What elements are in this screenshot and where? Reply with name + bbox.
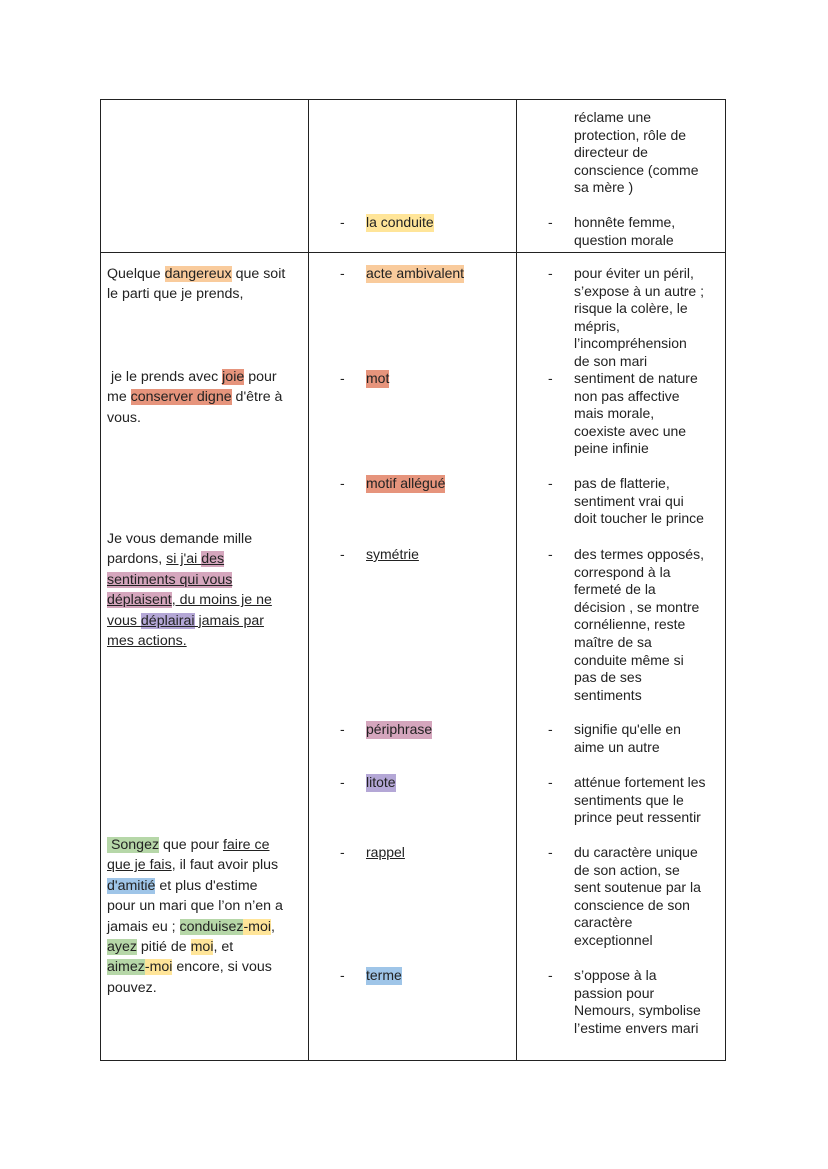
- text-line: jamais eu ; conduisez-moi,: [107, 918, 275, 935]
- bullet-dash: -: [340, 844, 345, 860]
- text-line: [107, 549, 272, 569]
- text-run: pardons,: [107, 551, 167, 568]
- interpretation-note: [574, 844, 724, 950]
- bullet-dash: -: [340, 967, 345, 983]
- note-line: coexiste avec une: [574, 422, 687, 439]
- note-line: l’incompréhension: [574, 335, 687, 352]
- text-line: [107, 590, 272, 610]
- note-line: réclame une: [574, 109, 652, 125]
- highlight-conduisez: conduisez: [179, 918, 244, 935]
- note-line: maître de sa: [574, 633, 652, 650]
- underlined-text: vous: [107, 612, 141, 629]
- text-line: [107, 570, 272, 590]
- figure-acte-ambivalent: acte ambivalent: [366, 265, 465, 281]
- row-divider: [100, 252, 726, 253]
- bullet-dash: -: [548, 475, 553, 491]
- text-run: me: [107, 389, 131, 406]
- text-line: [107, 631, 272, 651]
- bullet-dash: -: [340, 265, 345, 281]
- table-border-bottom: [100, 1060, 726, 1061]
- interpretation-note: [574, 475, 724, 528]
- text-run: Quelque: [107, 266, 165, 282]
- figure-terme: terme: [366, 967, 402, 983]
- text-line: pour un mari que l’on n’en a: [107, 898, 283, 915]
- bullet-dash: -: [548, 546, 553, 562]
- quote-passage-1: [107, 264, 285, 305]
- figure-rappel: rappel: [366, 844, 405, 860]
- underlined-text: faire ce: [222, 837, 270, 853]
- column-divider: [308, 99, 309, 1061]
- text-line: [107, 835, 283, 855]
- text-line: le parti que je prends,: [107, 286, 244, 303]
- note-line: sentiment vrai qui: [574, 492, 684, 509]
- text-run: d'être à: [231, 389, 283, 406]
- note-line: sentiments que le: [574, 791, 684, 808]
- quote-passage-2: [107, 367, 282, 428]
- note-line: l’estime envers mari: [574, 1019, 699, 1036]
- bullet-dash: -: [548, 967, 553, 983]
- note-line: mais morale,: [574, 405, 655, 422]
- underlined-text: que je fais: [107, 857, 172, 874]
- highlight-deplairai: déplairai: [140, 612, 195, 629]
- bullet-dash: -: [340, 721, 345, 737]
- note-line: s’expose à un autre ;: [574, 282, 704, 299]
- highlight-des: des: [201, 551, 225, 568]
- text-run: pour: [244, 369, 277, 385]
- note-line: pas de ses: [574, 669, 642, 686]
- highlight-aimez: aimez: [107, 959, 145, 976]
- text-line: [107, 876, 283, 896]
- text-line: [107, 937, 283, 957]
- text-line: vous.: [107, 409, 141, 426]
- note-line: signifie qu'elle en: [574, 721, 681, 737]
- note-line: conduite même si: [574, 651, 684, 668]
- column-divider: [516, 99, 517, 1061]
- highlight-moi: -moi: [243, 918, 272, 935]
- note-line: sentiments: [574, 686, 642, 703]
- underlined-text: jamais par: [194, 612, 264, 629]
- text-line: [107, 367, 282, 387]
- underlined-text: si j'ai: [166, 551, 202, 568]
- text-line: [107, 855, 283, 875]
- note-line: s’oppose à la: [574, 967, 657, 983]
- bullet-dash: -: [340, 214, 345, 230]
- highlight-deplaisent: déplaisent: [107, 592, 172, 609]
- table-border-right: [725, 99, 726, 1061]
- figure-symetrie: symétrie: [366, 546, 419, 562]
- bullet-dash: -: [548, 774, 553, 790]
- note-line: conscience de son: [574, 896, 690, 913]
- text-line: [107, 957, 283, 977]
- text-run: que pour: [159, 837, 223, 853]
- quote-passage-4: [107, 835, 283, 998]
- note-line: Nemours, symbolise: [574, 1002, 701, 1019]
- figure-motif-allegue: motif allégué: [366, 475, 446, 491]
- highlight-moi: moi: [190, 939, 214, 956]
- note-line: atténue fortement les: [574, 774, 706, 790]
- bullet-dash: -: [548, 265, 553, 281]
- note-line: caractère: [574, 914, 633, 931]
- bullet-dash: -: [340, 475, 345, 491]
- note-line: du caractère unique: [574, 844, 698, 860]
- highlight-joie: joie: [222, 369, 245, 385]
- note-line: passion pour: [574, 984, 655, 1001]
- note-line: prince peut ressentir: [574, 809, 701, 826]
- interpretation-note: [574, 967, 724, 1037]
- text-run: jamais eu ;: [107, 918, 180, 935]
- figure-mot: mot: [366, 370, 390, 386]
- highlight-ayez: ayez: [107, 939, 137, 956]
- note-line: pour éviter un péril,: [574, 265, 694, 281]
- text-line: [107, 611, 272, 631]
- text-run: , il faut avoir plus: [171, 857, 279, 874]
- interpretation-note: [574, 370, 724, 458]
- figure-litote: litote: [366, 774, 396, 790]
- highlight-conserver-digne: conserver digne: [130, 389, 232, 406]
- note-line: de son action, se: [574, 861, 680, 878]
- note-line: mépris,: [574, 317, 620, 334]
- note-line: risque la colère, le: [574, 300, 688, 317]
- note-line: question morale: [574, 231, 674, 248]
- bullet-dash: -: [548, 844, 553, 860]
- note-line: cornélienne, reste: [574, 616, 686, 633]
- note-line: pas de flatterie,: [574, 475, 670, 491]
- note-line: peine infinie: [574, 440, 649, 457]
- bullet-dash: -: [340, 774, 345, 790]
- note-line: conscience (comme: [574, 161, 699, 178]
- text-line: Je vous demande mille: [107, 531, 253, 547]
- interpretation-note: [574, 774, 724, 827]
- text-run: encore, si vous: [172, 959, 272, 976]
- highlight-amitie: d'amitié: [107, 877, 156, 894]
- interpretation-note: [574, 721, 724, 756]
- interpretation-note: [574, 214, 724, 249]
- underlined-text: , du moins je ne: [171, 592, 272, 609]
- note-line: sentiment de nature: [574, 370, 698, 386]
- text-line: [107, 387, 282, 407]
- note-line: doit toucher le prince: [574, 510, 704, 527]
- note-line: directeur de: [574, 144, 648, 161]
- highlight-moi: -moi: [144, 959, 173, 976]
- note-line: aime un autre: [574, 738, 660, 755]
- interpretation-note: [574, 109, 724, 197]
- figure-periphrase: périphrase: [366, 721, 433, 737]
- table-border-left: [100, 99, 101, 1061]
- highlight-songez: Songez: [107, 837, 160, 853]
- bullet-dash: -: [340, 370, 345, 386]
- bullet-dash: -: [548, 214, 553, 230]
- text-line: pouvez.: [107, 979, 157, 996]
- note-line: correspond à la: [574, 563, 671, 580]
- underlined-text: mes actions.: [107, 633, 187, 650]
- note-line: de son mari: [574, 352, 648, 369]
- text-run: pitié de: [136, 939, 191, 956]
- text-run: que soit: [231, 266, 286, 282]
- note-line: des termes opposés,: [574, 546, 704, 562]
- bullet-dash: -: [340, 546, 345, 562]
- text-line: [107, 264, 285, 284]
- note-line: sa mère ): [574, 179, 634, 196]
- interpretation-note: [574, 265, 724, 371]
- figure-la-conduite: la conduite: [366, 214, 434, 230]
- note-line: non pas affective: [574, 387, 680, 404]
- highlight-sentiments: sentiments qui vous: [107, 571, 233, 588]
- note-line: décision , se montre: [574, 598, 700, 615]
- quote-passage-3: [107, 529, 272, 651]
- interpretation-note: [574, 546, 724, 704]
- note-line: sent soutenue par la: [574, 879, 701, 896]
- note-line: exceptionnel: [574, 931, 653, 948]
- note-line: protection, rôle de: [574, 126, 687, 143]
- text-run: , et: [213, 939, 234, 956]
- note-line: fermeté de la: [574, 581, 656, 598]
- bullet-dash: -: [548, 721, 553, 737]
- text-run: je le prends avec: [107, 369, 223, 385]
- bullet-dash: -: [548, 370, 553, 386]
- text-run: et plus d'estime: [155, 877, 258, 894]
- highlight-dangereux: dangereux: [164, 266, 232, 282]
- table-border-top: [100, 99, 726, 100]
- note-line: honnête femme,: [574, 214, 676, 230]
